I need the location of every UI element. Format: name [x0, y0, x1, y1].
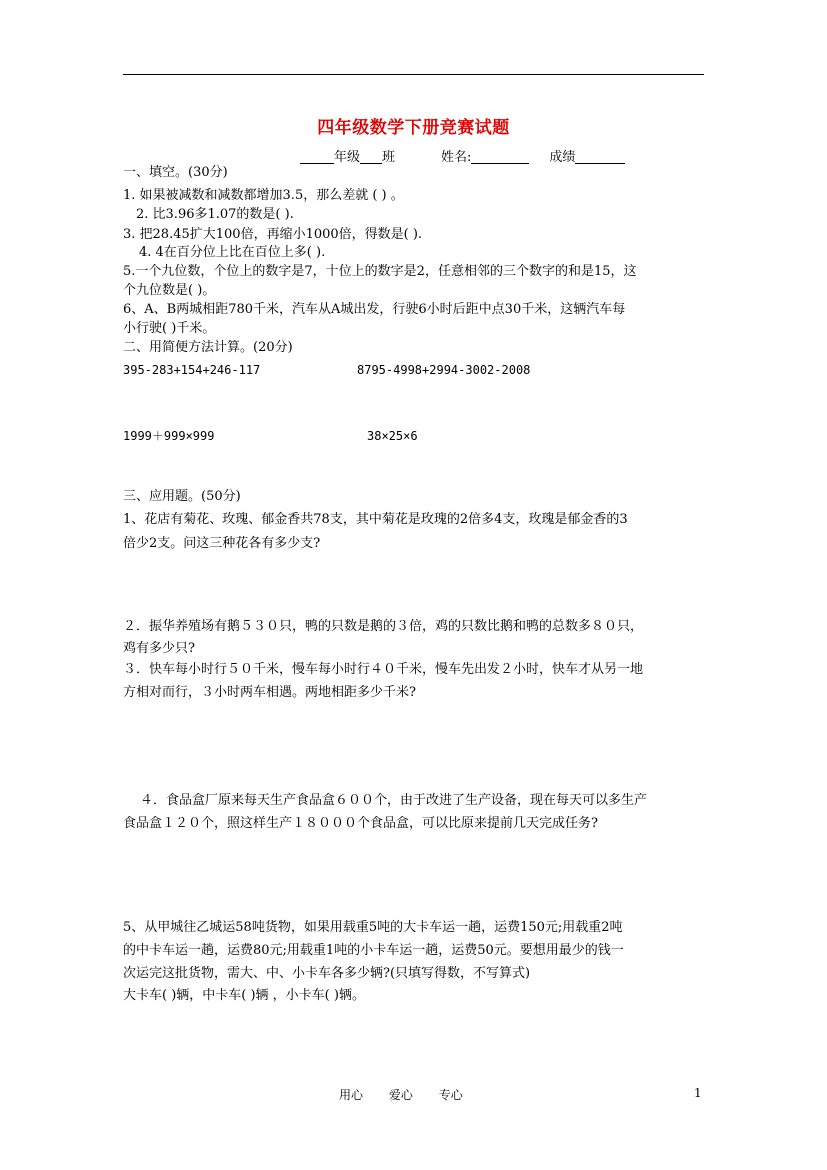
problem-1-line1: 1、花店有菊花、玫瑰、郁金香共78支，其中菊花是玫瑰的2倍多4支，玫瑰是郁金香的3: [123, 512, 628, 527]
problem-1-line2: 倍少2支。问这三种花各有多少支?: [123, 536, 321, 551]
calc-expr-4: 38×25×6: [367, 429, 418, 443]
calc-expr-2: 8795-4998+2994-3002-2008: [357, 363, 531, 377]
problem-3-line2: 方相对而行，３小时两车相遇。两地相距多少千米?: [123, 685, 416, 700]
page-number: 1: [694, 1086, 702, 1100]
problem-5-line3: 次运完这批货物，需大、中、小卡车各多少辆?(只填写得数，不写算式): [123, 966, 531, 981]
section1-heading: 一、填空。(30分): [123, 165, 228, 180]
problem-4-line2: 食品盒１２０个，照这样生产１８０００个食品盒，可以比原来提前几天完成任务?: [123, 816, 598, 831]
question-1-2: 2. 比3.96多1.07的数是( ).: [136, 207, 294, 222]
section3-heading: 三、应用题。(50分): [123, 489, 241, 504]
problem-4-line1: ４．食品盒厂原来每天生产食品盒６００个，由于改进了生产设备，现在每天可以多生产: [140, 793, 648, 808]
student-info-row: [300, 146, 625, 165]
footer-word-1: 用心: [339, 1088, 364, 1102]
problem-2-line1: ２．振华养殖场有鹅５３０只，鸭的只数是鹅的３倍，鸡的只数比鹅和鸭的总数多８０只，: [123, 619, 644, 634]
question-1-5-line2: 个九位数是( )。: [123, 283, 216, 298]
grade-label: 年级: [334, 150, 361, 165]
calc-expr-1: 395-283+154+246-117: [123, 363, 261, 377]
question-1-6-line1: 6、A、B两城相距780千米，汽车从A城出发，行驶6小时后距中点30千米，这辆汽车每: [123, 302, 626, 317]
header-rule: [123, 74, 704, 75]
name-blank[interactable]: [471, 150, 529, 164]
question-1-3: 3. 把28.45扩大100倍，再缩小1000倍，得数是( ).: [123, 227, 423, 242]
footer-word-3: 专心: [438, 1088, 463, 1102]
footer-word-2: 爱心: [388, 1088, 413, 1102]
problem-5-answer-line: 大卡车( )辆，中卡车( )辆 ，小卡车( )辆。: [123, 988, 365, 1003]
problem-5-line1: 5、从甲城往乙城运58吨货物，如果用载重5吨的大卡车运一趟，运费150元;用载重2吨: [123, 920, 623, 935]
question-1-5-line1: 5.一个九位数，个位上的数字是7，十位上的数字是2，任意相邻的三个数字的和是15，这: [123, 264, 637, 279]
section2-heading: 二、用简便方法计算。(20分): [123, 340, 293, 355]
score-label: 成绩: [549, 150, 576, 165]
class-blank[interactable]: [360, 150, 382, 164]
question-1-1: 1. 如果被减数和减数都增加3.5，那么差就 ( ) 。: [123, 188, 404, 203]
footer-motto: [339, 1086, 485, 1103]
question-1-4: 4. 4在百分位上比在百位上多( ).: [139, 245, 326, 260]
problem-2-line2: 鸡有多少只?: [123, 641, 195, 656]
calc-expr-3: 1999＋999×999: [123, 429, 215, 443]
problem-5-line2: 的中卡车运一趟，运费80元;用载重1吨的小卡车运一趟，运费50元。要想用最少的钱一: [123, 943, 624, 958]
problem-3-line1: ３．快车每小时行５０千米，慢车每小时行４０千米，慢车先出发２小时，快车才从另一地: [123, 662, 644, 677]
score-blank[interactable]: [575, 150, 625, 164]
grade-blank[interactable]: [300, 150, 334, 164]
exam-title: 四年级数学下册竞赛试题: [317, 118, 510, 138]
class-label: 班: [382, 150, 396, 165]
question-1-6-line2: 小行驶( )千米。: [123, 321, 216, 336]
name-label: 姓名:: [441, 150, 472, 165]
